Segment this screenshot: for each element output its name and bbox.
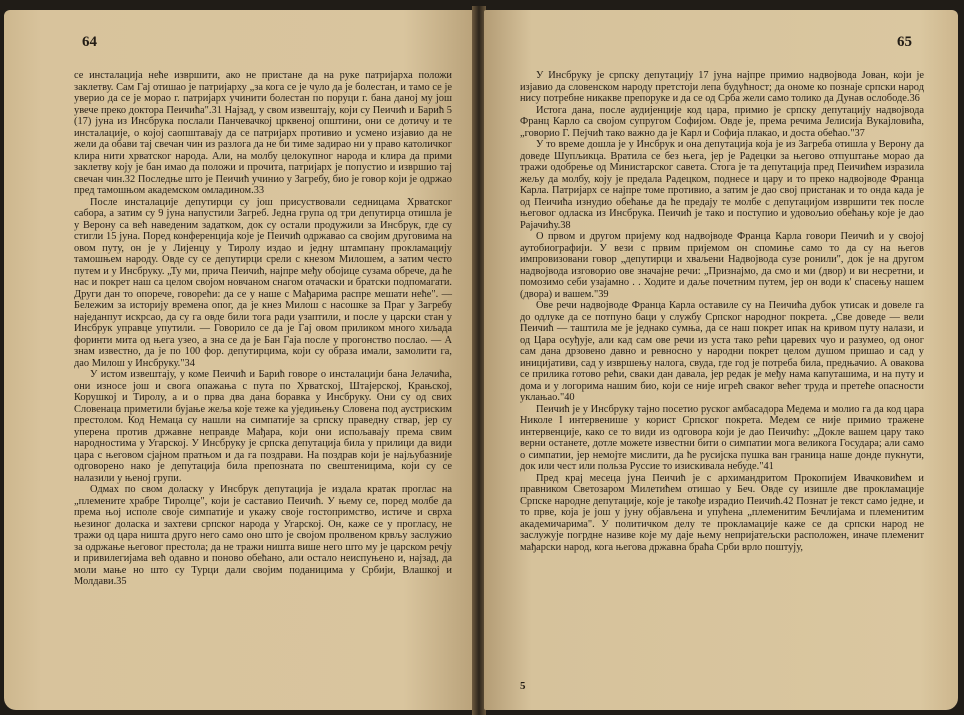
paragraph: После инсталације депутирци су још присуствовали седницама Хрватског сабора, а затим су 9 јуна напустили Загреб. Једна група од три депутирца отишла је у Верону са већ наведеним задатком, док су остали продужили за Инсбрук, где су стигли 15 јуна. Поред конференција које је Пеичић одржавао са својим друговима на овом путу, он је у Лијенцу у Тиролу издао и једну штампану прокламацију тамошњем народу. Овде су се депутирци срели с кнезом Милошем, а затим често путем и у Инсбруку. „Ту ми, прича Пеичић, најпре међу обојице сузама обрече, да ће нас и покрет наш са целом својом новчаном снагом отачаски и братски подпомагати. Други дан то опорече, говорећи: да се у наше с Мађарима распре мешати неће". — Бележим за историју времена опог, да је кнез Милош с насошке за Праг у Загребу наједанпут искрсао, да су га овде били тога ради узаптили, и после у царски стан у Инсбрук управце упутили. — Говорило се да је Гај овом приликом много хиљада форинти мита од њега узео, а зна се да је Бан Гаја после у прогонство послао. — А знам известно, да је по 100 фор. депутирцима, који су образа имали, замолити га, дао Милош у Инсбруку."34 (74, 196, 452, 369)
paragraph: Пеичић је у Инсбруку тајно посетио руског амбасадора Медема и молио га да код цара Николе I интервенише у корист Српског покрета. Медем се није примио тражене интервенције, како се то види из одговора који је дао Пеичићу: „Докле вашем цару тако верни останете, дотле можете известни бити о симпатии мога великога Государа; али само о симпатии, јер немојте мислити, да ће русијска пушка ван граница наше донде пукнути, док или чест или польза Руссие то изискивала небуде."41 (520, 403, 924, 472)
paragraph: Одмах по свом доласку у Инсбрук депутација је издала кратак проглас на „племените храбре Тиролце", који је саставио Пеичић. У њему се, поред молбе да према њој исполе своје симпатије и укажу своје гостопримство, истиче и сврха њезиног доласка и захтеви српског народа у Угарској. Он, каже се у прогласу, не тражи од цара ништа друго него само оно што је својом пролвеном крвљу заслужио за одржање његовог престола; да не тражи ништа више него што му је царском речју и привилегијама већ одавно и поново обећано, али остало неиспуњено и, најзад, да моли мање но што су Турци дали својим поданицима у Србији, Влашкој и Молдави.35 (74, 484, 452, 587)
signature-mark: 5 (520, 680, 526, 692)
paragraph: О првом и другом пријему код надвојводе Франца Карла говори Пеичић и у својој аутобиографији. У вези с првим пријемом он спомиње само то да су на његов импровизовани говор „депутирци и хваљени Надвојвода сузе ронили", док је на другом надвојвода изговорио ове значајне речи: „Признајмо, да смо и ми (двор) и ви несретни, и помозимо себи узајамно . . Ходите и даље почетним путем, јер он води к' спасењу нашем (двора) и вашем."39 (520, 231, 924, 300)
paragraph: се инсталација неће извршити, ако не пристане да на руке патријарха положи заклетву. Сам Гај отишао је патријарху „за кога се је чуло да је болестан, и тамо се је уверио да се је морао г. патријарх учинити болестан по поруци г. бана даној му још увече преко доктора Пеичића".31 Најзад, у свом извештају, који су Пеичић и Барић 5 (17) јуна из Инсбрука послали Панчевачкој црквеној општини, они се дотичу и те инсталације, о којој саопштавају да се патријарх противио и усмено изјавио да не жели да обави тај свечан чин из разлога да не би тиме задирао ни у право католичког клира нити хрватског народа. Али, на молбу целокупног народа и клира да прими заклетву коју је бан имао да положи и прочита, патријарх је попустио и извршио тај свечан чин.32 Последње што је Пеичић учинио у Загребу, био је говор који је одржао пред тамошњом академском омладином.33 (74, 70, 452, 196)
paragraph: Истога дана, после аудијенције код цара, примио је српску депутацију надвојвода Франц Карло са својом супругом Софијом. Овде је, према речима Јелисија Вукајловића, „говорио Г. Пејчић тако важно да је Карл и Софија плакао, и доста обећао."37 (520, 104, 924, 139)
left-page-text (74, 70, 452, 588)
left-page (4, 10, 474, 710)
right-page (484, 10, 958, 710)
page-number-right: 65 (897, 34, 912, 50)
paragraph: У Инсбруку је српску депутацију 17 јуна најпре примио надвојвода Јован, који је изјавио да словенском народу претстоји лепа будућност; да ономе ко познаје српски народ нису потребне никакве препоруке и да се од Срба жели само толико да Дунав ослободе.36 (520, 70, 924, 104)
paragraph: У то време дошла је у Инсбрук и она депутација која је из Загреба отишла у Верону да доведе Шупљикца. Вратила се без њега, јер је Радецки за његово отпуштање морао да тражи одобрење од Министарског савета. Стога је та депутација пред Пеичићем изразила жељу да молбу, коју је предала Радецком, поднесе и цару и то преко надвојводе Франца Карла. Патријарх се најпре томе противио, а затим је дао свој пристанак и то онда када је од Пеичића изнудио обећање да ће предају те молбе с депутацијом извршити тек после његовог одласка из Инсбрука. Пеичић је тако и поступио и удовољио обећању које је дао Рајачићу.38 (520, 139, 924, 231)
page-number-left: 64 (82, 34, 97, 50)
right-page-text (520, 70, 924, 553)
paragraph: Ове речи надвојводе Франца Карла оставиле су на Пеичића дубок утисак и довеле га до одлуке да се потпуно баци у службу Српског народног покрета. „Све доведе — вели Пеичић — таштила ме је једнако сумња, да се наш покрет ипак на кривом путу налази, и од Цара осуђује, али кад сам ове речи из уста тако рећи царевих чуо и разумео, од оног сам дана дрзовено давно и ревносно у народни покрет целом душом пришао и сад у иницијативи, сад у извршењу налога, свуда, где год је потреба била, предњачио. А овакова се прилика готово рећи, сваки дан давала, јер редак је међу нама капуташима, и на путу и дома и у логорима нашим био, који се није игрећ сваког већег труда и претеће опасности уклањао."40 (520, 300, 924, 403)
paragraph: У истом извештају, у коме Пеичић и Барић говоре о инсталацији бана Јелачића, они износе још и свога опажања с пута по Хрватској, Штајерској, Крањској, Корушкој и Тиролу, а и о прва два дана боравка у Инсбруку. Они су од свих Словенаца приметили бујање жеља које теже ка уједињењу Словена под аустриским престолом. Код Немаца су нашли на симпатије за српску праведну ствар, јер су уперена против државне неправде Мађара, који они испољавају према свим народностима у Угарској. У Инсбруку је српска депутација била у прилици да види цара с његовом сјајном пратњом и да га поздрави. На поздрав који је најљубазније одговорено нако је депутација била препозната по свештеницима, који су се налазили у њеној групи. (74, 369, 452, 484)
paragraph: Пред крај месеца јуна Пеичић је с архимандритом Прокопијем Ивачковићем и правником Светозаром Милетићем отишао у Беч. Овде су изишле две прокламације Српске народне депутације, које је такође израдио Пеичић.42 Познат је текст само једне, и то прве, која је још у јуну објављена и упућена „племенитим Бечлијама и племенитим академичарима". У политичком делу те прокламације каже се да српски народ не заслужује погрдне називе које му даје њему непријатељски расположен, иначе племенит мађарски народ, кога његова државна браћа Срби врло поштују, (520, 472, 924, 553)
